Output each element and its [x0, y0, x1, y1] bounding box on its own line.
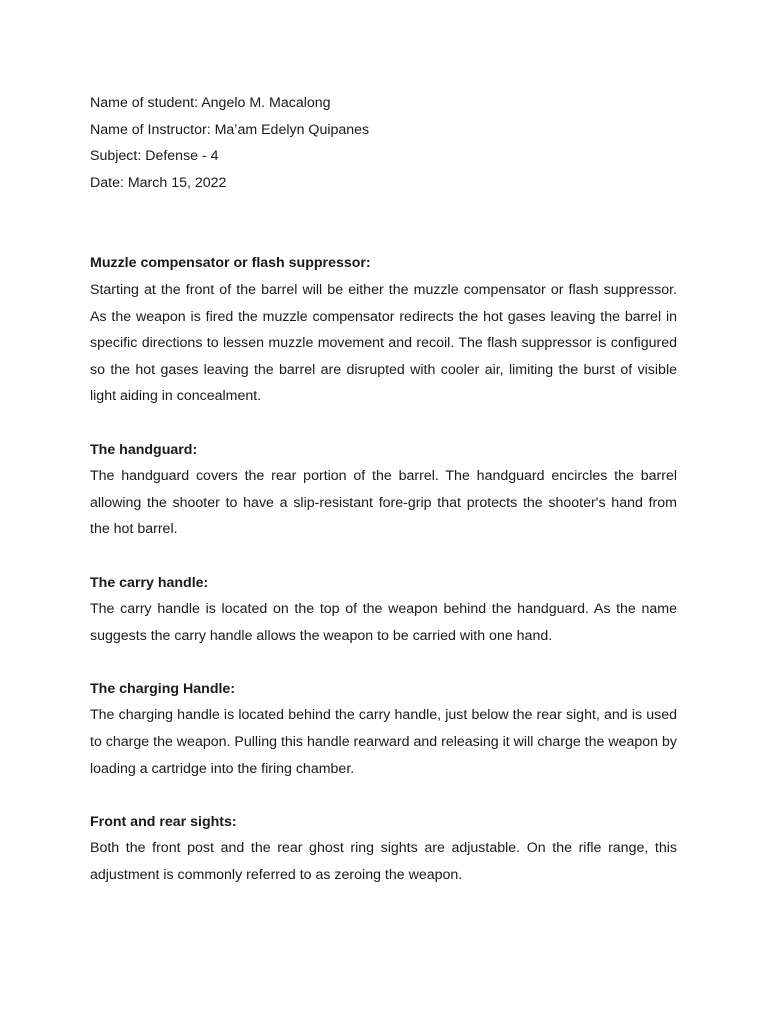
- section-muzzle-compensator: [90, 250, 677, 410]
- section-heading: The carry handle:: [90, 574, 209, 591]
- subject-line: Subject: Defense - 4: [90, 148, 219, 165]
- section-charging-handle: [90, 676, 677, 782]
- section-carry-handle: [90, 570, 677, 650]
- section-body: The charging handle is located behind the carry handle, just below the rear sight, and is used to charge the weapon. Pulling this handle rearward and releasing it will charge the weapon by loading a cartridge into the firing chamber.: [90, 707, 677, 777]
- section-handguard: [90, 437, 677, 543]
- section-heading: Muzzle compensator or flash suppressor:: [90, 255, 371, 272]
- section-heading: The charging Handle:: [90, 680, 236, 697]
- section-body: Both the front post and the rear ghost ring sights are adjustable. On the rifle range, this adjustment is commonly referred to as zeroing the weapon.: [90, 840, 677, 884]
- student-name: Name of student: Angelo M. Macalong: [90, 95, 331, 111]
- section-heading: Front and rear sights:: [90, 813, 237, 830]
- document-header: [90, 90, 677, 196]
- section-sights: [90, 809, 677, 889]
- section-body: The carry handle is located on the top of the weapon behind the handguard. As the name suggests the carry handle allows the weapon to be carried with one hand.: [90, 601, 677, 644]
- section-body: The handguard covers the rear portion of the barrel. The handguard encircles the barrel allowing the shooter to have a slip-resistant fore-grip that protects the shooter's hand from the hot barrel.: [90, 468, 677, 538]
- date-line: Date: March 15, 2022: [90, 174, 227, 191]
- document-page: [90, 90, 677, 915]
- section-body: Starting at the front of the barrel will be either the muzzle compensator or flash suppressor. As the weapon is fired the muzzle compensator redirects the hot gases leaving the barrel in specific directions to lessen muzzle movement and recoil. The flash suppressor is configured so the hot gases leaving the barrel are disrupted with cooler air, limiting the burst of visible light aiding in concealment.: [90, 281, 677, 405]
- section-heading: The handguard:: [90, 441, 198, 458]
- instructor-name: Name of Instructor: Ma’am Edelyn Quipanes: [90, 121, 370, 138]
